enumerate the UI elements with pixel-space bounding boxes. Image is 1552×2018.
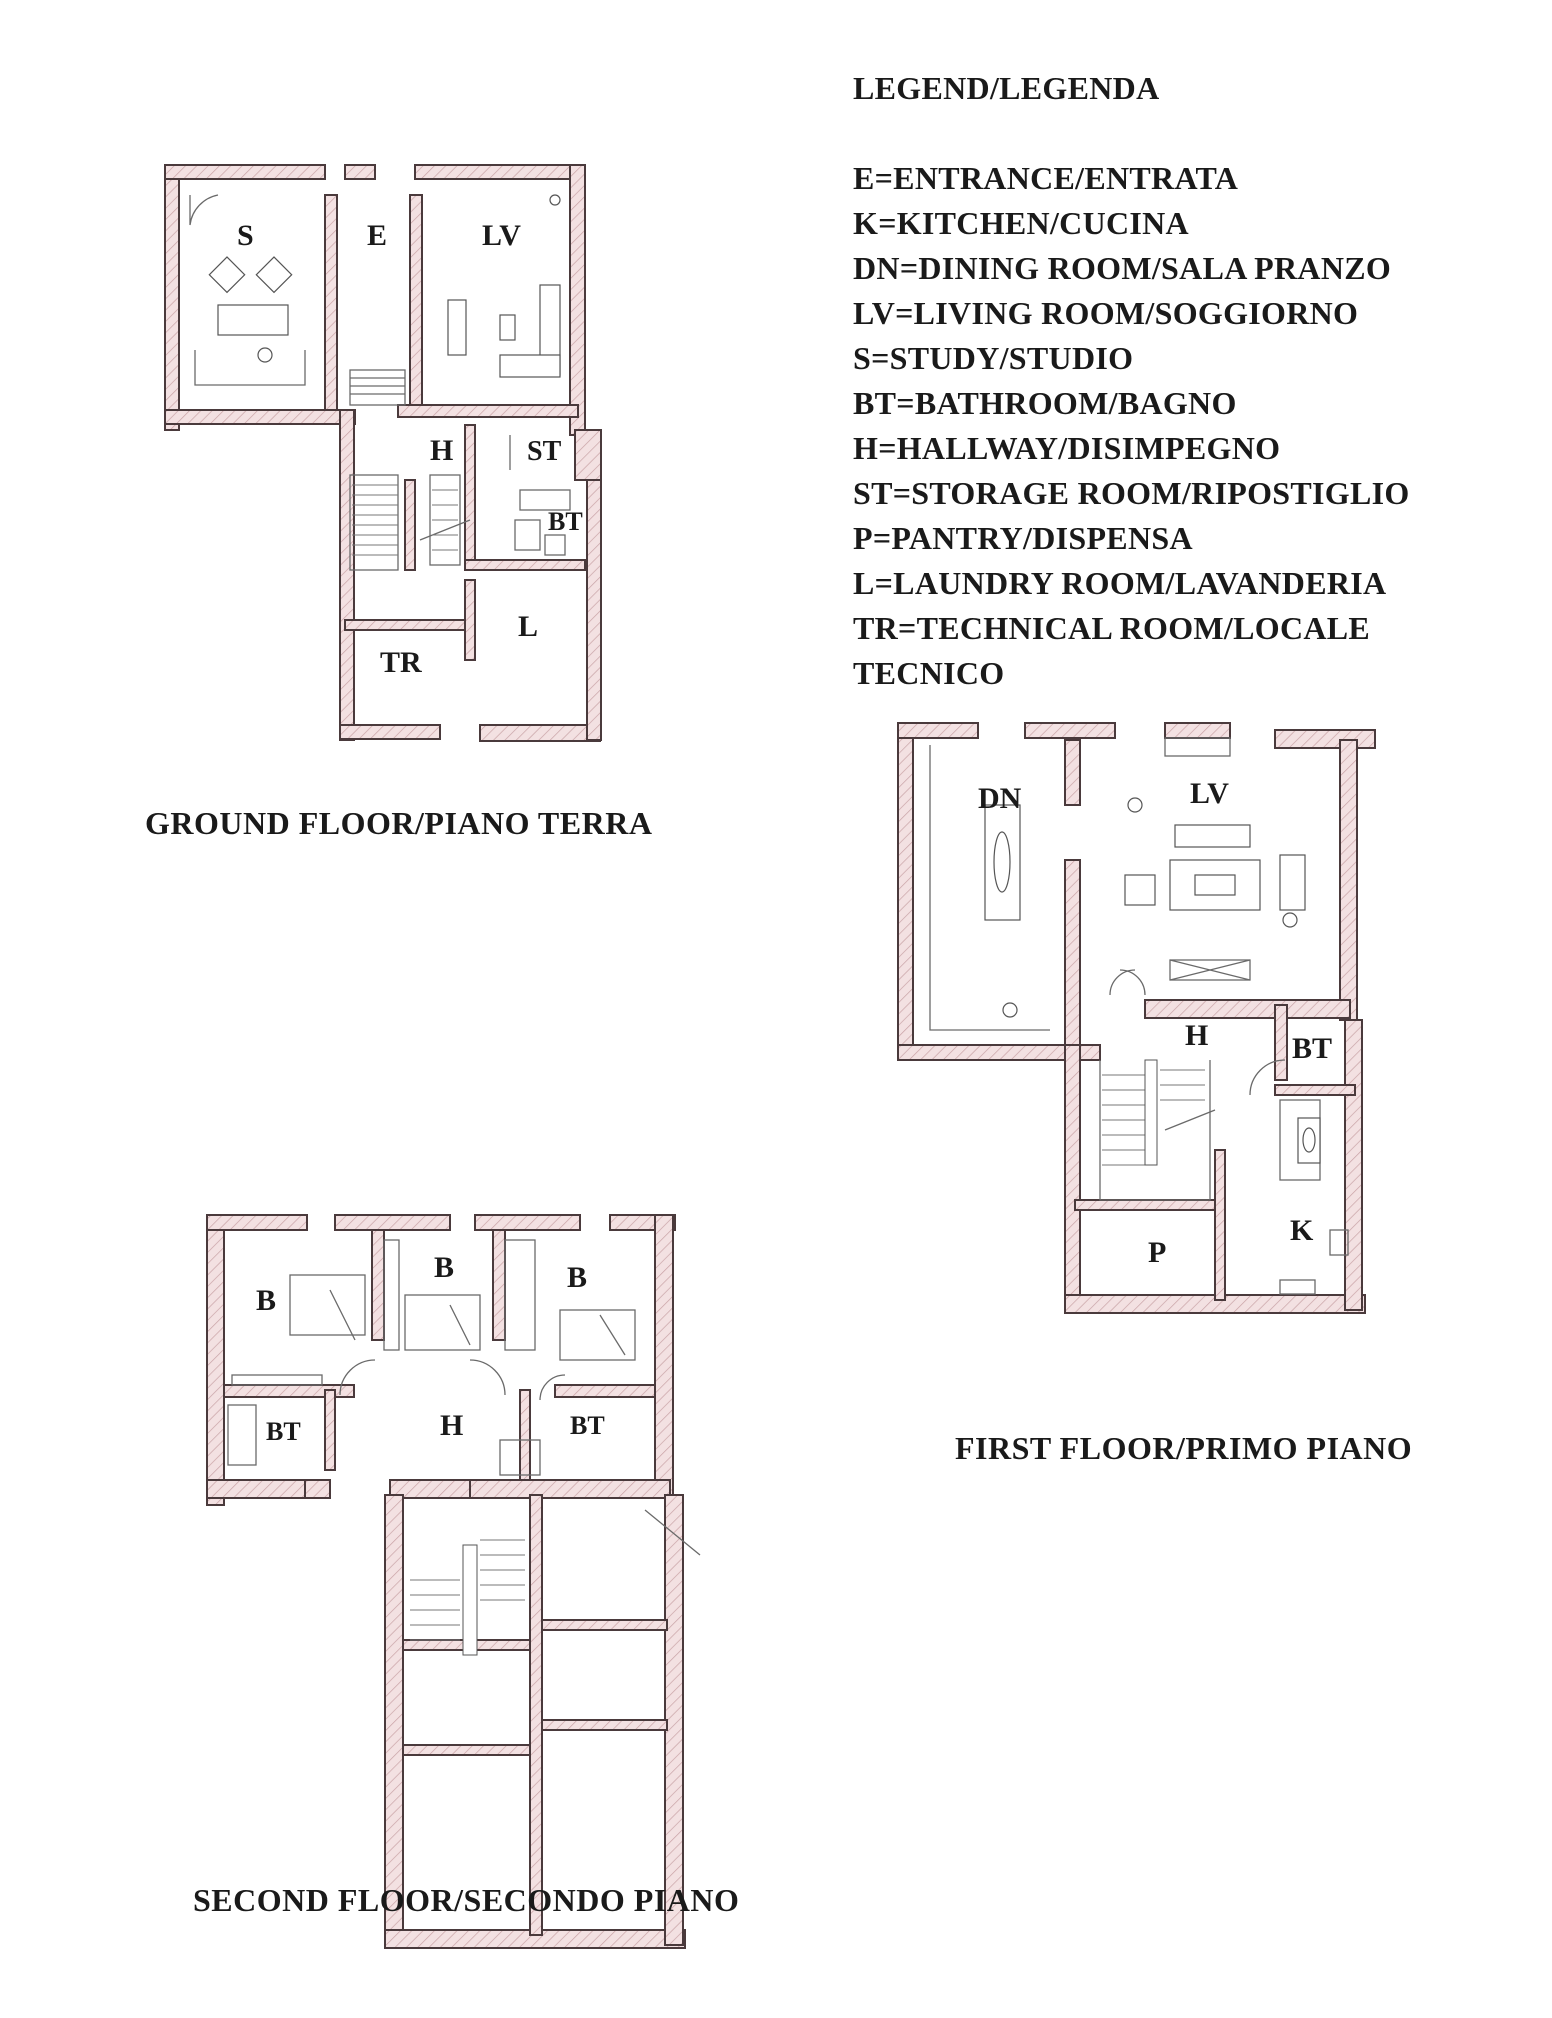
room-label-k: K bbox=[1290, 1214, 1314, 1247]
room-label-h: H bbox=[1185, 1019, 1209, 1052]
first-floor-caption: FIRST FLOOR/PRIMO PIANO bbox=[955, 1430, 1413, 1466]
legend-item: BT=BATHROOM/BAGNO bbox=[853, 385, 1237, 421]
first-floor-plan bbox=[898, 723, 1375, 1313]
room-label-tr: TR bbox=[380, 646, 422, 679]
second-floor-plan bbox=[207, 1215, 700, 1948]
room-label-bt2: BT bbox=[570, 1411, 605, 1440]
room-label-l: L bbox=[518, 610, 539, 643]
room-label-lv: LV bbox=[482, 219, 521, 252]
legend-item: P=PANTRY/DISPENSA bbox=[853, 520, 1193, 556]
legend-item: E=ENTRANCE/ENTRATA bbox=[853, 160, 1239, 196]
legend-item: H=HALLWAY/DISIMPEGNO bbox=[853, 430, 1281, 466]
room-label-b1: B bbox=[256, 1284, 277, 1317]
legend-item: TR=TECHNICAL ROOM/LOCALE bbox=[853, 610, 1371, 646]
room-label-lv: LV bbox=[1190, 777, 1229, 810]
first-floor-stairs bbox=[1102, 1060, 1205, 1165]
second-floor-stairs bbox=[410, 1540, 525, 1655]
legend-item: ST=STORAGE ROOM/RIPOSTIGLIO bbox=[853, 475, 1410, 511]
room-label-bt: BT bbox=[1292, 1032, 1333, 1065]
ground-floor-plan bbox=[165, 165, 601, 741]
room-label-h: H bbox=[440, 1409, 464, 1442]
legend-item: DN=DINING ROOM/SALA PRANZO bbox=[853, 250, 1392, 286]
room-label-dn: DN bbox=[978, 782, 1022, 815]
legend-item: S=STUDY/STUDIO bbox=[853, 340, 1134, 376]
legend-item: L=LAUNDRY ROOM/LAVANDERIA bbox=[853, 565, 1387, 601]
room-label-b2: B bbox=[434, 1251, 455, 1284]
room-label-s: S bbox=[237, 219, 254, 252]
legend bbox=[853, 66, 1533, 696]
room-label-p: P bbox=[1148, 1236, 1167, 1269]
legend-item: LV=LIVING ROOM/SOGGIORNO bbox=[853, 295, 1359, 331]
second-floor-caption: SECOND FLOOR/SECONDO PIANO bbox=[193, 1882, 740, 1918]
room-label-st: ST bbox=[527, 436, 562, 467]
second-floor-room-labels bbox=[256, 1251, 605, 1446]
legend-title: LEGEND/LEGENDA bbox=[853, 70, 1160, 106]
room-label-e: E bbox=[367, 219, 388, 252]
room-label-b3: B bbox=[567, 1261, 588, 1294]
room-label-bt1: BT bbox=[266, 1417, 301, 1446]
legend-item: K=KITCHEN/CUCINA bbox=[853, 205, 1189, 241]
legend-item: TECNICO bbox=[853, 655, 1005, 691]
ground-floor-caption: GROUND FLOOR/PIANO TERRA bbox=[145, 805, 653, 841]
room-label-bt: BT bbox=[548, 507, 583, 536]
second-floor-walls bbox=[207, 1215, 685, 1948]
room-label-h: H bbox=[430, 434, 454, 467]
